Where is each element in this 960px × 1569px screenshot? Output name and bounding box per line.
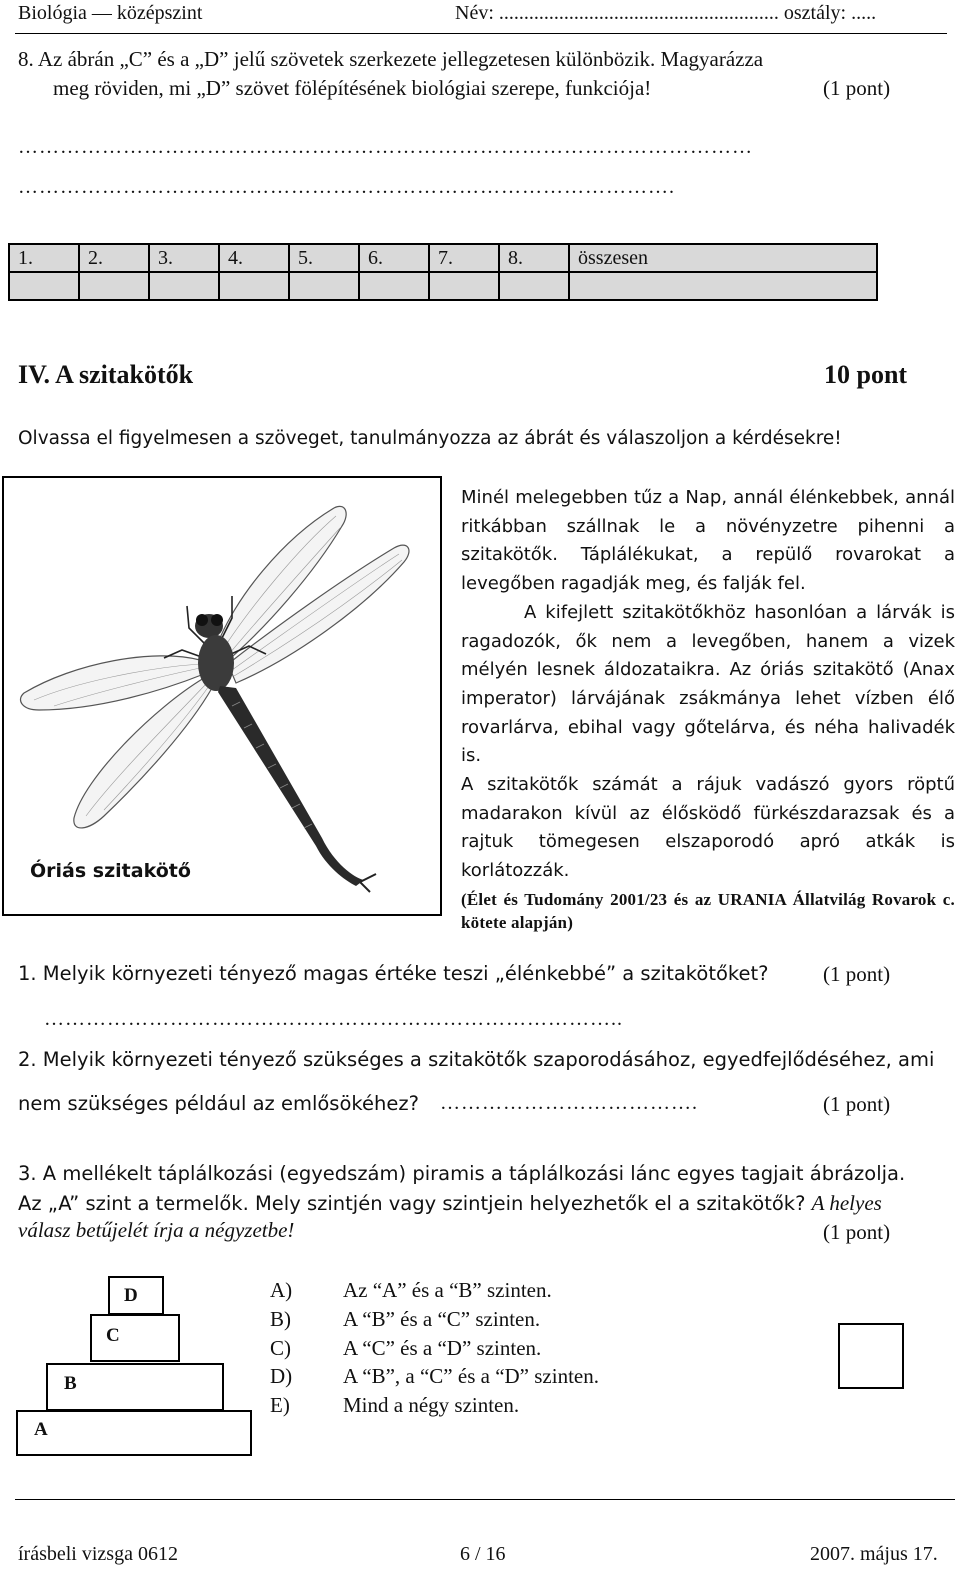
q2-line1: 2. Melyik környezeti tényező szükséges a szitakötők szaporodásához, egyedfejlődéséhez, ami: [18, 1048, 935, 1071]
score-cell[interactable]: [429, 272, 499, 300]
dragonfly-thorax: [198, 635, 234, 691]
pyramid-label-c: C: [106, 1325, 120, 1346]
figure-caption: Óriás szitakötő: [30, 860, 191, 882]
option-b: [270, 1305, 599, 1334]
q8-answer-line-1: ……………………………………………………………………………………………: [18, 136, 753, 158]
footer-exam-code: írásbeli vizsga 0612: [18, 1543, 178, 1565]
score-cell[interactable]: [219, 272, 289, 300]
q8-line2: meg röviden, mi „D” szövet fölépítésének biológiai szerepe, funkciója!: [53, 76, 652, 100]
q2-answer-line[interactable]: ……………………………….: [440, 1092, 698, 1114]
option-key: B): [270, 1306, 291, 1331]
section-title: IV. A szitakötők: [18, 360, 194, 389]
score-cell[interactable]: [149, 272, 219, 300]
score-header-cell: 5.: [289, 244, 359, 272]
option-text: Mind a négy szinten.: [343, 1393, 520, 1418]
pyramid-label-a: A: [34, 1419, 48, 1440]
pyramid-level-a: [16, 1410, 252, 1456]
q1-answer-line[interactable]: ………………………………………………………………………..: [44, 1008, 623, 1030]
score-header-cell: összesen: [569, 244, 877, 272]
option-key: E): [270, 1393, 290, 1418]
score-header-cell: 8.: [499, 244, 569, 272]
section-instruction: Olvassa el figyelmesen a szöveget, tanulmányozza az ábrát és válaszoljon a kérdésekre!: [18, 428, 842, 449]
answer-box[interactable]: [838, 1323, 904, 1389]
answer-options: [270, 1276, 599, 1420]
header-name-class: Név: ........................................................ osztály: .....: [455, 2, 877, 24]
footer-date: 2007. május 17.: [810, 1543, 938, 1565]
score-table: [8, 243, 878, 301]
dragonfly-figure: [2, 476, 442, 916]
q8-points: (1 pont): [823, 76, 891, 100]
score-cell[interactable]: [9, 272, 79, 300]
option-text: A “B” és a “C” szinten.: [343, 1306, 541, 1331]
q3-line3: válasz betűjelét írja a négyzetbe!: [18, 1218, 295, 1242]
option-key: D): [270, 1364, 293, 1389]
q8-answer-line-2: ………………………………………………………………………………….: [18, 176, 675, 198]
footer-page-number: 6 / 16: [460, 1543, 506, 1565]
dragonfly-abdomen: [218, 686, 364, 886]
pyramid-level-c: [90, 1314, 180, 1362]
score-header-cell: 6.: [359, 244, 429, 272]
reading-text: [461, 484, 955, 934]
option-e: [270, 1391, 599, 1420]
option-key: C): [270, 1335, 291, 1360]
paragraph-3: A szitakötők számát a rájuk vadászó gyors röptű madarakon kívül az élősködő fürkészdarazsak és a rajtuk tömegesen elszaporodó apró atkák is korlátozzák.: [461, 774, 955, 882]
option-a: [270, 1276, 599, 1305]
footer-rule: [15, 1499, 955, 1500]
score-header-cell: 7.: [429, 244, 499, 272]
score-input-row: [9, 272, 877, 300]
q3-line2-text: Az „A” szint a termelők. Mely szintjén vagy szintjein helyezhetők el a szitakötők?: [18, 1192, 806, 1215]
q1-text: 1. Melyik környezeti tényező magas értéke teszi „élénkebbé” a szitakötőket?: [18, 962, 769, 985]
pyramid-label-b: B: [64, 1373, 77, 1394]
option-text: A “B”, a “C” és a “D” szinten.: [343, 1364, 599, 1389]
pyramid-label-d: D: [124, 1285, 138, 1306]
option-text: A “C” és a “D” szinten.: [343, 1335, 542, 1360]
section-points: 10 pont: [824, 360, 908, 389]
score-cell[interactable]: [499, 272, 569, 300]
q3-line2-italic: A helyes: [811, 1191, 882, 1215]
q1-points: (1 pont): [823, 962, 891, 986]
q3-line2: [18, 1191, 882, 1216]
option-text: Az “A” és a “B” szinten.: [343, 1278, 552, 1302]
score-header-cell: 2.: [79, 244, 149, 272]
score-header-cell: 3.: [149, 244, 219, 272]
score-cell[interactable]: [289, 272, 359, 300]
header-subject: Biológia — középszint: [18, 2, 203, 24]
option-c: [270, 1334, 599, 1363]
q2-points: (1 pont): [823, 1092, 891, 1116]
q3-points: (1 pont): [823, 1220, 891, 1244]
score-cell[interactable]: [359, 272, 429, 300]
score-header-row: [9, 244, 877, 272]
header-rule: [15, 33, 947, 34]
option-key: A): [270, 1278, 293, 1302]
score-cell[interactable]: [569, 272, 877, 300]
q3-line1: 3. A mellékelt táplálkozási (egyedszám) piramis a táplálkozási lánc egyes tagjait ábrázolja.: [18, 1162, 906, 1185]
q8-line1: 8. Az ábrán „C” és a „D” jelű szövetek szerkezete jellegzetesen különbözik. Magyarázza: [18, 47, 764, 71]
source-citation: (Élet és Tudomány 2001/23 és az URANIA Állatvilág Rovarok c. kötete alapján): [461, 889, 955, 932]
option-d: [270, 1362, 599, 1391]
score-cell[interactable]: [79, 272, 149, 300]
score-header-cell: 1.: [9, 244, 79, 272]
score-header-cell: 4.: [219, 244, 289, 272]
q2-line2: nem szükséges például az emlősökéhez?: [18, 1092, 419, 1115]
paragraph-2: A kifejlett szitakötőkhöz hasonlóan a lárvák is ragadozók, ők nem a levegőben, hanem a vizek mélyén lesnek áldozataikra. Az óriás szitakötő (Anax imperator) lárvájának zsákmánya lehet vízben élő rovarlárva, ebihal vagy gőtelárva, és néha halivadék is.: [461, 601, 955, 767]
dragonfly-illustration: [4, 478, 440, 914]
paragraph-1: Minél melegebben tűz a Nap, annál élénkebbek, annál ritkábban szállnak le a növényzetre pihenni a szitakötők. Táplálékukat, a repülő rovarokat a levegőben ragadják meg, és falják fel.: [461, 487, 955, 595]
